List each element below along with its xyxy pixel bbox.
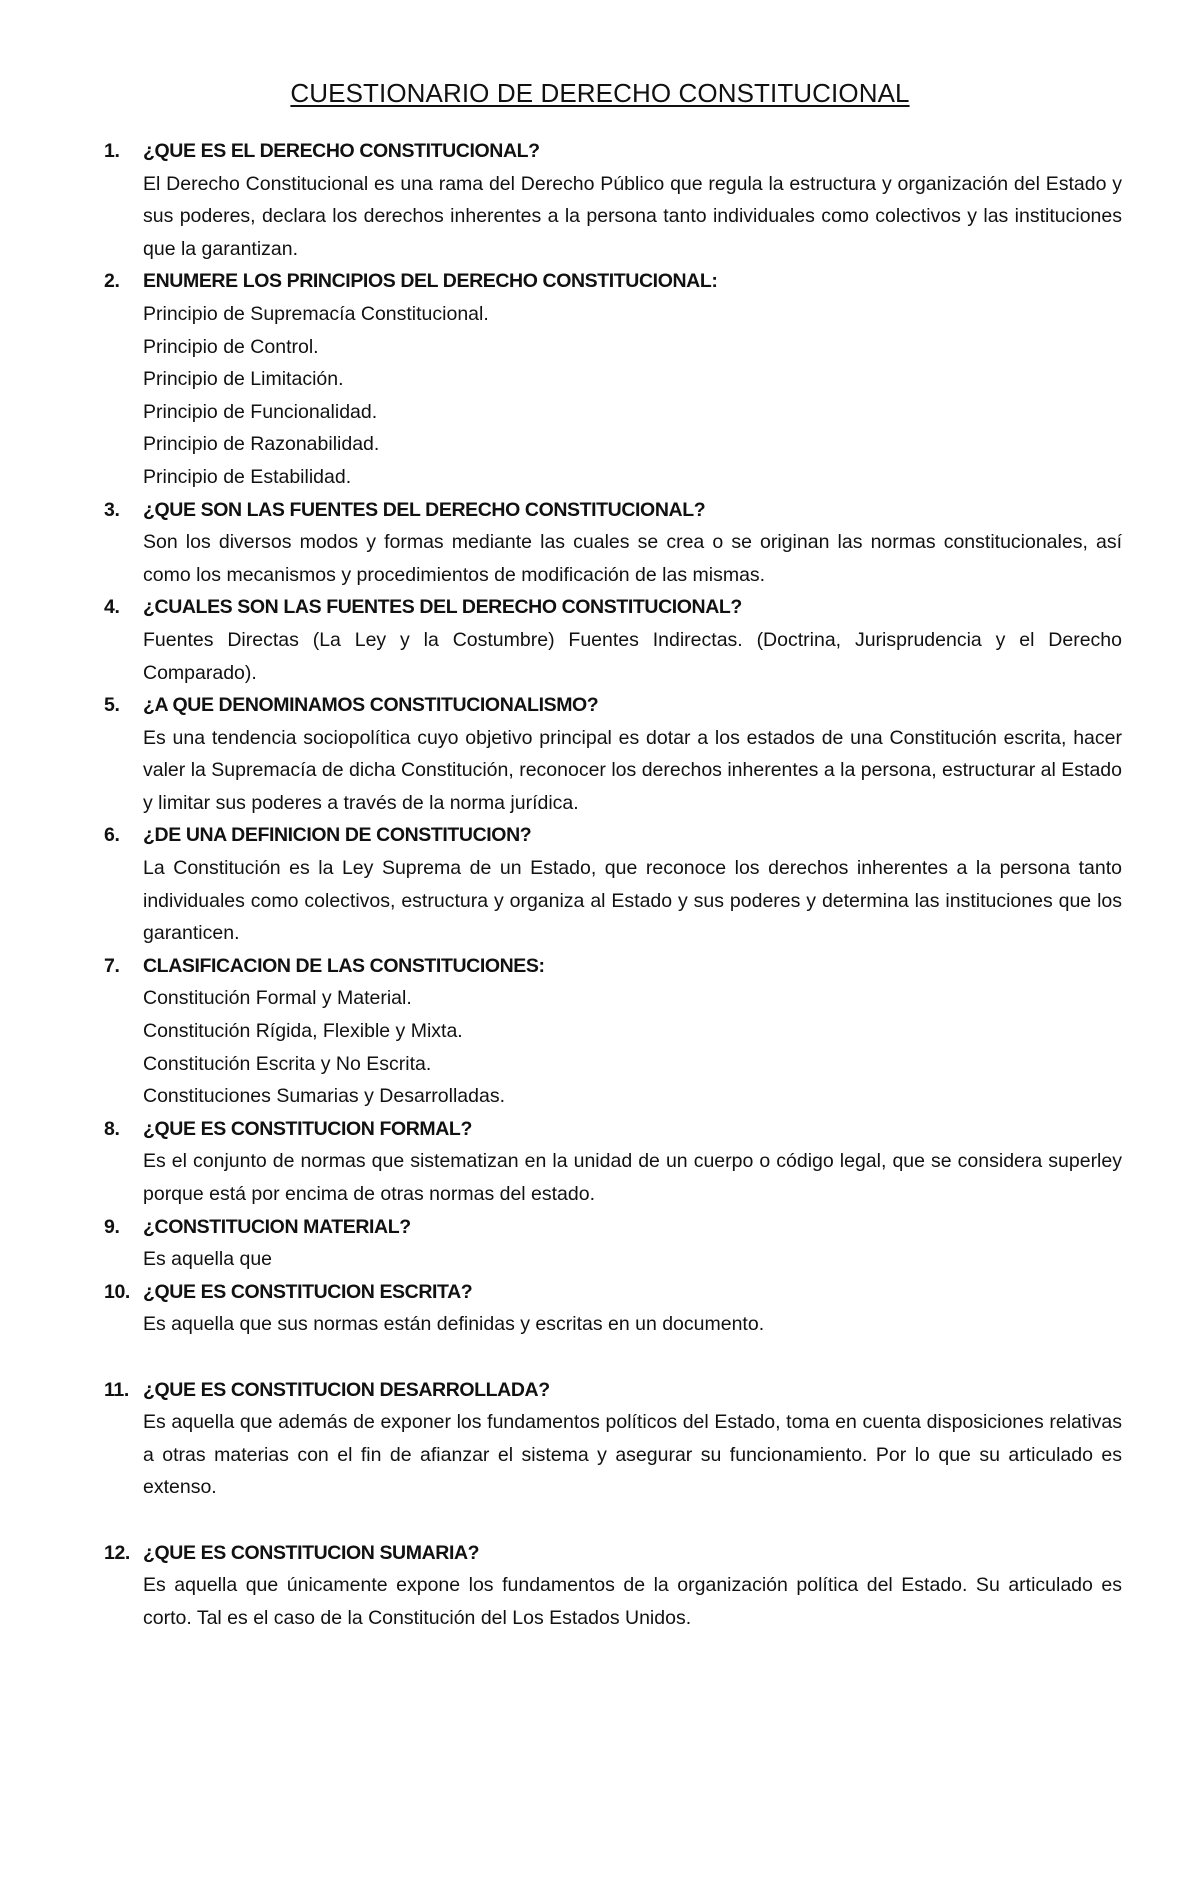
question-heading bbox=[104, 819, 1122, 852]
question-heading bbox=[104, 1276, 1122, 1309]
question-text: ¿CUALES SON LAS FUENTES DEL DERECHO CONSTITUCIONAL? bbox=[143, 596, 742, 619]
question-text: ¿CONSTITUCION MATERIAL? bbox=[143, 1215, 411, 1238]
answer-line: Principio de Control. bbox=[143, 335, 319, 358]
question-heading bbox=[104, 950, 1122, 983]
question-item-8 bbox=[104, 1113, 1122, 1211]
question-heading bbox=[104, 135, 1122, 168]
answer-paragraph: Es aquella que además de exponer los fundamentos políticos del Estado, toma en cuenta disposiciones relativas a otras materias con el fin de afianzar el sistema y asegurar su funcionamiento. Por lo que su articulado es extenso. bbox=[143, 1411, 1122, 1499]
answer bbox=[143, 168, 1122, 266]
question-item-6 bbox=[104, 819, 1122, 949]
answer-line: Principio de Funcionalidad. bbox=[143, 400, 378, 423]
question-item-10 bbox=[104, 1276, 1122, 1341]
question-heading bbox=[104, 265, 1122, 298]
questionnaire bbox=[104, 135, 1122, 1634]
question-item-11 bbox=[104, 1374, 1122, 1504]
answer bbox=[143, 1308, 1122, 1341]
answer bbox=[143, 526, 1122, 591]
question-item-1 bbox=[104, 135, 1122, 265]
question-text: CLASIFICACION DE LAS CONSTITUCIONES: bbox=[143, 954, 545, 977]
answer-line: Constitución Formal y Material. bbox=[143, 987, 412, 1010]
answer-line: Principio de Razonabilidad. bbox=[143, 433, 380, 456]
answer bbox=[143, 722, 1122, 820]
question-number: 7. bbox=[104, 954, 120, 977]
answer-line: Constituciones Sumarias y Desarrolladas. bbox=[143, 1085, 505, 1108]
document-title: CUESTIONARIO DE DERECHO CONSTITUCIONAL bbox=[290, 78, 910, 108]
answer-paragraph: Es aquella que sus normas están definidas y escritas en un documento. bbox=[143, 1313, 765, 1336]
answer-paragraph: Fuentes Directas (La Ley y la Costumbre) Fuentes Indirectas. (Doctrina, Jurisprudencia y el Derecho Comparado). bbox=[143, 628, 1122, 684]
answer-line: Principio de Limitación. bbox=[143, 368, 344, 391]
question-text: ¿A QUE DENOMINAMOS CONSTITUCIONALISMO? bbox=[143, 694, 599, 717]
blank-line bbox=[104, 1341, 1122, 1374]
question-number: 2. bbox=[104, 270, 120, 293]
question-number: 10. bbox=[104, 1280, 130, 1303]
answer bbox=[143, 624, 1122, 689]
question-number: 1. bbox=[104, 140, 120, 162]
answer-line: Principio de Supremacía Constitucional. bbox=[143, 302, 489, 325]
question-text: ¿QUE ES CONSTITUCION ESCRITA? bbox=[143, 1280, 473, 1303]
question-heading bbox=[104, 1211, 1122, 1244]
answer-paragraph: Es aquella que bbox=[143, 1248, 273, 1271]
answer-paragraph: El Derecho Constitucional es una rama del Derecho Público que regula la estructura y organización del Estado y sus poderes, declara los derechos inherentes a la persona tanto individuales como colectivos y las instituciones que la garantizan. bbox=[143, 172, 1122, 260]
question-item-2 bbox=[104, 265, 1122, 493]
question-number: 12. bbox=[104, 1541, 130, 1564]
question-text: ENUMERE LOS PRINCIPIOS DEL DERECHO CONSTITUCIONAL: bbox=[143, 270, 718, 293]
question-number: 9. bbox=[104, 1215, 120, 1238]
answer-list bbox=[143, 982, 1122, 1112]
answer bbox=[143, 1406, 1122, 1504]
question-text: ¿QUE ES EL DERECHO CONSTITUCIONAL? bbox=[143, 140, 540, 162]
answer bbox=[143, 1243, 1122, 1276]
question-text: ¿QUE ES CONSTITUCION FORMAL? bbox=[143, 1117, 472, 1140]
question-item-7 bbox=[104, 950, 1122, 1113]
answer bbox=[143, 1145, 1122, 1210]
question-item-4 bbox=[104, 591, 1122, 689]
question-heading bbox=[104, 1537, 1122, 1570]
answer-paragraph: Es el conjunto de normas que sistematizan en la unidad de un cuerpo o código legal, que se considera superley porque está por encima de otras normas del estado. bbox=[143, 1150, 1122, 1205]
answer-line: Principio de Estabilidad. bbox=[143, 465, 352, 488]
question-item-5 bbox=[104, 689, 1122, 819]
question-text: ¿QUE ES CONSTITUCION SUMARIA? bbox=[143, 1541, 480, 1564]
question-heading bbox=[104, 591, 1122, 624]
question-number: 4. bbox=[104, 596, 120, 619]
question-item-3 bbox=[104, 494, 1122, 592]
question-number: 3. bbox=[104, 498, 120, 521]
answer-paragraph: Es aquella que únicamente expone los fundamentos de la organización política del Estado. Su articulado es corto. Tal es el caso de la Constitución del Los Estados Unidos. bbox=[143, 1574, 1122, 1629]
answer-list bbox=[143, 298, 1122, 494]
blank-line bbox=[104, 1504, 1122, 1537]
question-number: 5. bbox=[104, 694, 120, 717]
question-number: 11. bbox=[104, 1378, 129, 1401]
question-heading bbox=[104, 1374, 1122, 1407]
question-text: ¿QUE SON LAS FUENTES DEL DERECHO CONSTITUCIONAL? bbox=[143, 498, 706, 521]
question-number: 6. bbox=[104, 824, 120, 847]
answer bbox=[143, 1569, 1122, 1634]
answer bbox=[143, 852, 1122, 950]
answer-paragraph: Son los diversos modos y formas mediante las cuales se crea o se originan las normas constitucionales, así como los mecanismos y procedimientos de modificación de las mismas. bbox=[143, 531, 1122, 586]
question-heading bbox=[104, 689, 1122, 722]
question-heading bbox=[104, 1113, 1122, 1146]
answer-line: Constitución Escrita y No Escrita. bbox=[143, 1052, 432, 1075]
question-text: ¿QUE ES CONSTITUCION DESARROLLADA? bbox=[143, 1378, 550, 1401]
question-number: 8. bbox=[104, 1117, 120, 1140]
question-item-12 bbox=[104, 1537, 1122, 1635]
question-text: ¿DE UNA DEFINICION DE CONSTITUCION? bbox=[143, 824, 532, 847]
answer-line: Constitución Rígida, Flexible y Mixta. bbox=[143, 1020, 463, 1043]
question-heading bbox=[104, 494, 1122, 527]
answer-paragraph: Es una tendencia sociopolítica cuyo objetivo principal es dotar a los estados de una Constitución escrita, hacer valer la Supremacía de dicha Constitución, reconocer los derechos inherentes a la persona, estructurar al Estado y limitar sus poderes a través de la norma jurídica. bbox=[143, 726, 1122, 814]
answer-paragraph: La Constitución es la Ley Suprema de un Estado, que reconoce los derechos inherentes a la persona tanto individuales como colectivos, estructura y organiza al Estado y sus poderes y determina las instituciones que los garanticen. bbox=[143, 857, 1122, 945]
question-item-9 bbox=[104, 1211, 1122, 1276]
